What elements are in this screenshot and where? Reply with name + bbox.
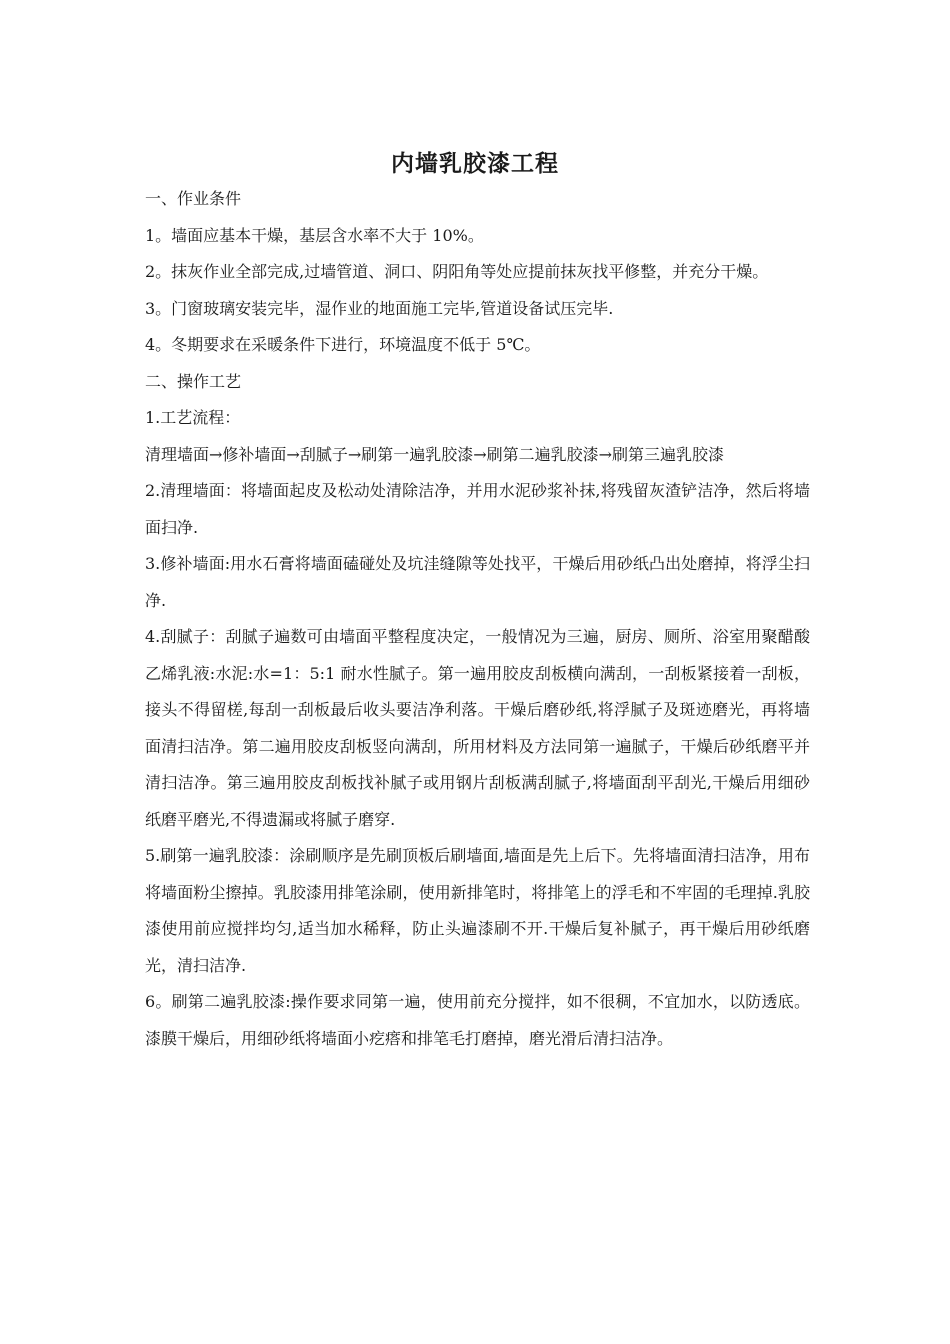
process-item-1-heading: 1.工艺流程： — [145, 408, 241, 427]
document-title: 内墙乳胶漆工程 — [391, 150, 559, 178]
process-item-5: 5.刷第一遍乳胶漆：涂刷顺序是先刷顶板后刷墙面,墙面是先上后下。先将墙面清扫洁净，用布将墙面粉尘擦掉。乳胶漆用排笔涂刷，使用新排笔时，将排笔上的浮毛和不牢固的毛理掉.乳胶漆使用前应搅拌均匀,适当加水稀释，防止头遍漆刷不开.干燥后复补腻子，再干燥后用砂纸磨光，清扫洁净. — [145, 846, 810, 975]
process-item-3: 3.修补墙面:用水石膏将墙面磕碰处及坑洼缝隙等处找平，干燥后用砂纸凸出处磨掉，将浮尘扫净. — [145, 554, 810, 610]
condition-item-3: 3。门窗玻璃安装完毕，湿作业的地面施工完毕,管道设备试压完毕. — [145, 298, 614, 318]
condition-item-4: 4。冬期要求在采暖条件下进行，环境温度不低于 5℃。 — [145, 335, 541, 354]
section-heading-process: 二、操作工艺 — [145, 371, 242, 391]
section-heading-conditions: 一、作业条件 — [145, 189, 242, 208]
process-flow: 清理墙面→修补墙面→刮腻子→刷第一遍乳胶漆→刷第二遍乳胶漆→刷第三遍乳胶漆 — [145, 444, 725, 464]
process-item-6: 6。刷第二遍乳胶漆:操作要求同第一遍，使用前充分搅拌，如不很稠，不宜加水，以防透底。漆膜干燥后，用细砂纸将墙面小疙瘩和排笔毛打磨掉，磨光滑后清扫洁净。 — [145, 992, 810, 1048]
condition-item-2: 2。抹灰作业全部完成,过墙管道、洞口、阴阳角等处应提前抹灰找平修整，并充分干燥。 — [145, 262, 769, 281]
condition-item-1: 1。墙面应基本干燥，基层含水率不大于 10%。 — [145, 225, 484, 245]
process-item-2: 2.清理墙面：将墙面起皮及松动处清除洁净，并用水泥砂浆补抹,将残留灰渣铲洁净，然后将墙面扫净. — [145, 481, 810, 537]
process-item-4: 4.刮腻子：刮腻子遍数可由墙面平整程度决定，一般情况为三遍，厨房、厕所、浴室用聚醋酸乙烯乳液:水泥:水=1：5:1 耐水性腻子。第一遍用胶皮刮板横向满刮，一刮板紧接着一刮板，接头不得留槎,每刮一刮板最后收头要洁净利落。干燥后磨砂纸,将浮腻子及斑迹磨光，再将墙面清扫洁净。第二遍用胶皮刮板竖向满刮，所用材料及方法同第一遍腻子，干燥后砂纸磨平并清扫洁净。第三遍用胶皮刮板找补腻子或用钢片刮板满刮腻子,将墙面刮平刮光,干燥后用细砂纸磨平磨光,不得遗漏或将腻子磨穿. — [145, 627, 810, 829]
document-body — [145, 181, 810, 1057]
